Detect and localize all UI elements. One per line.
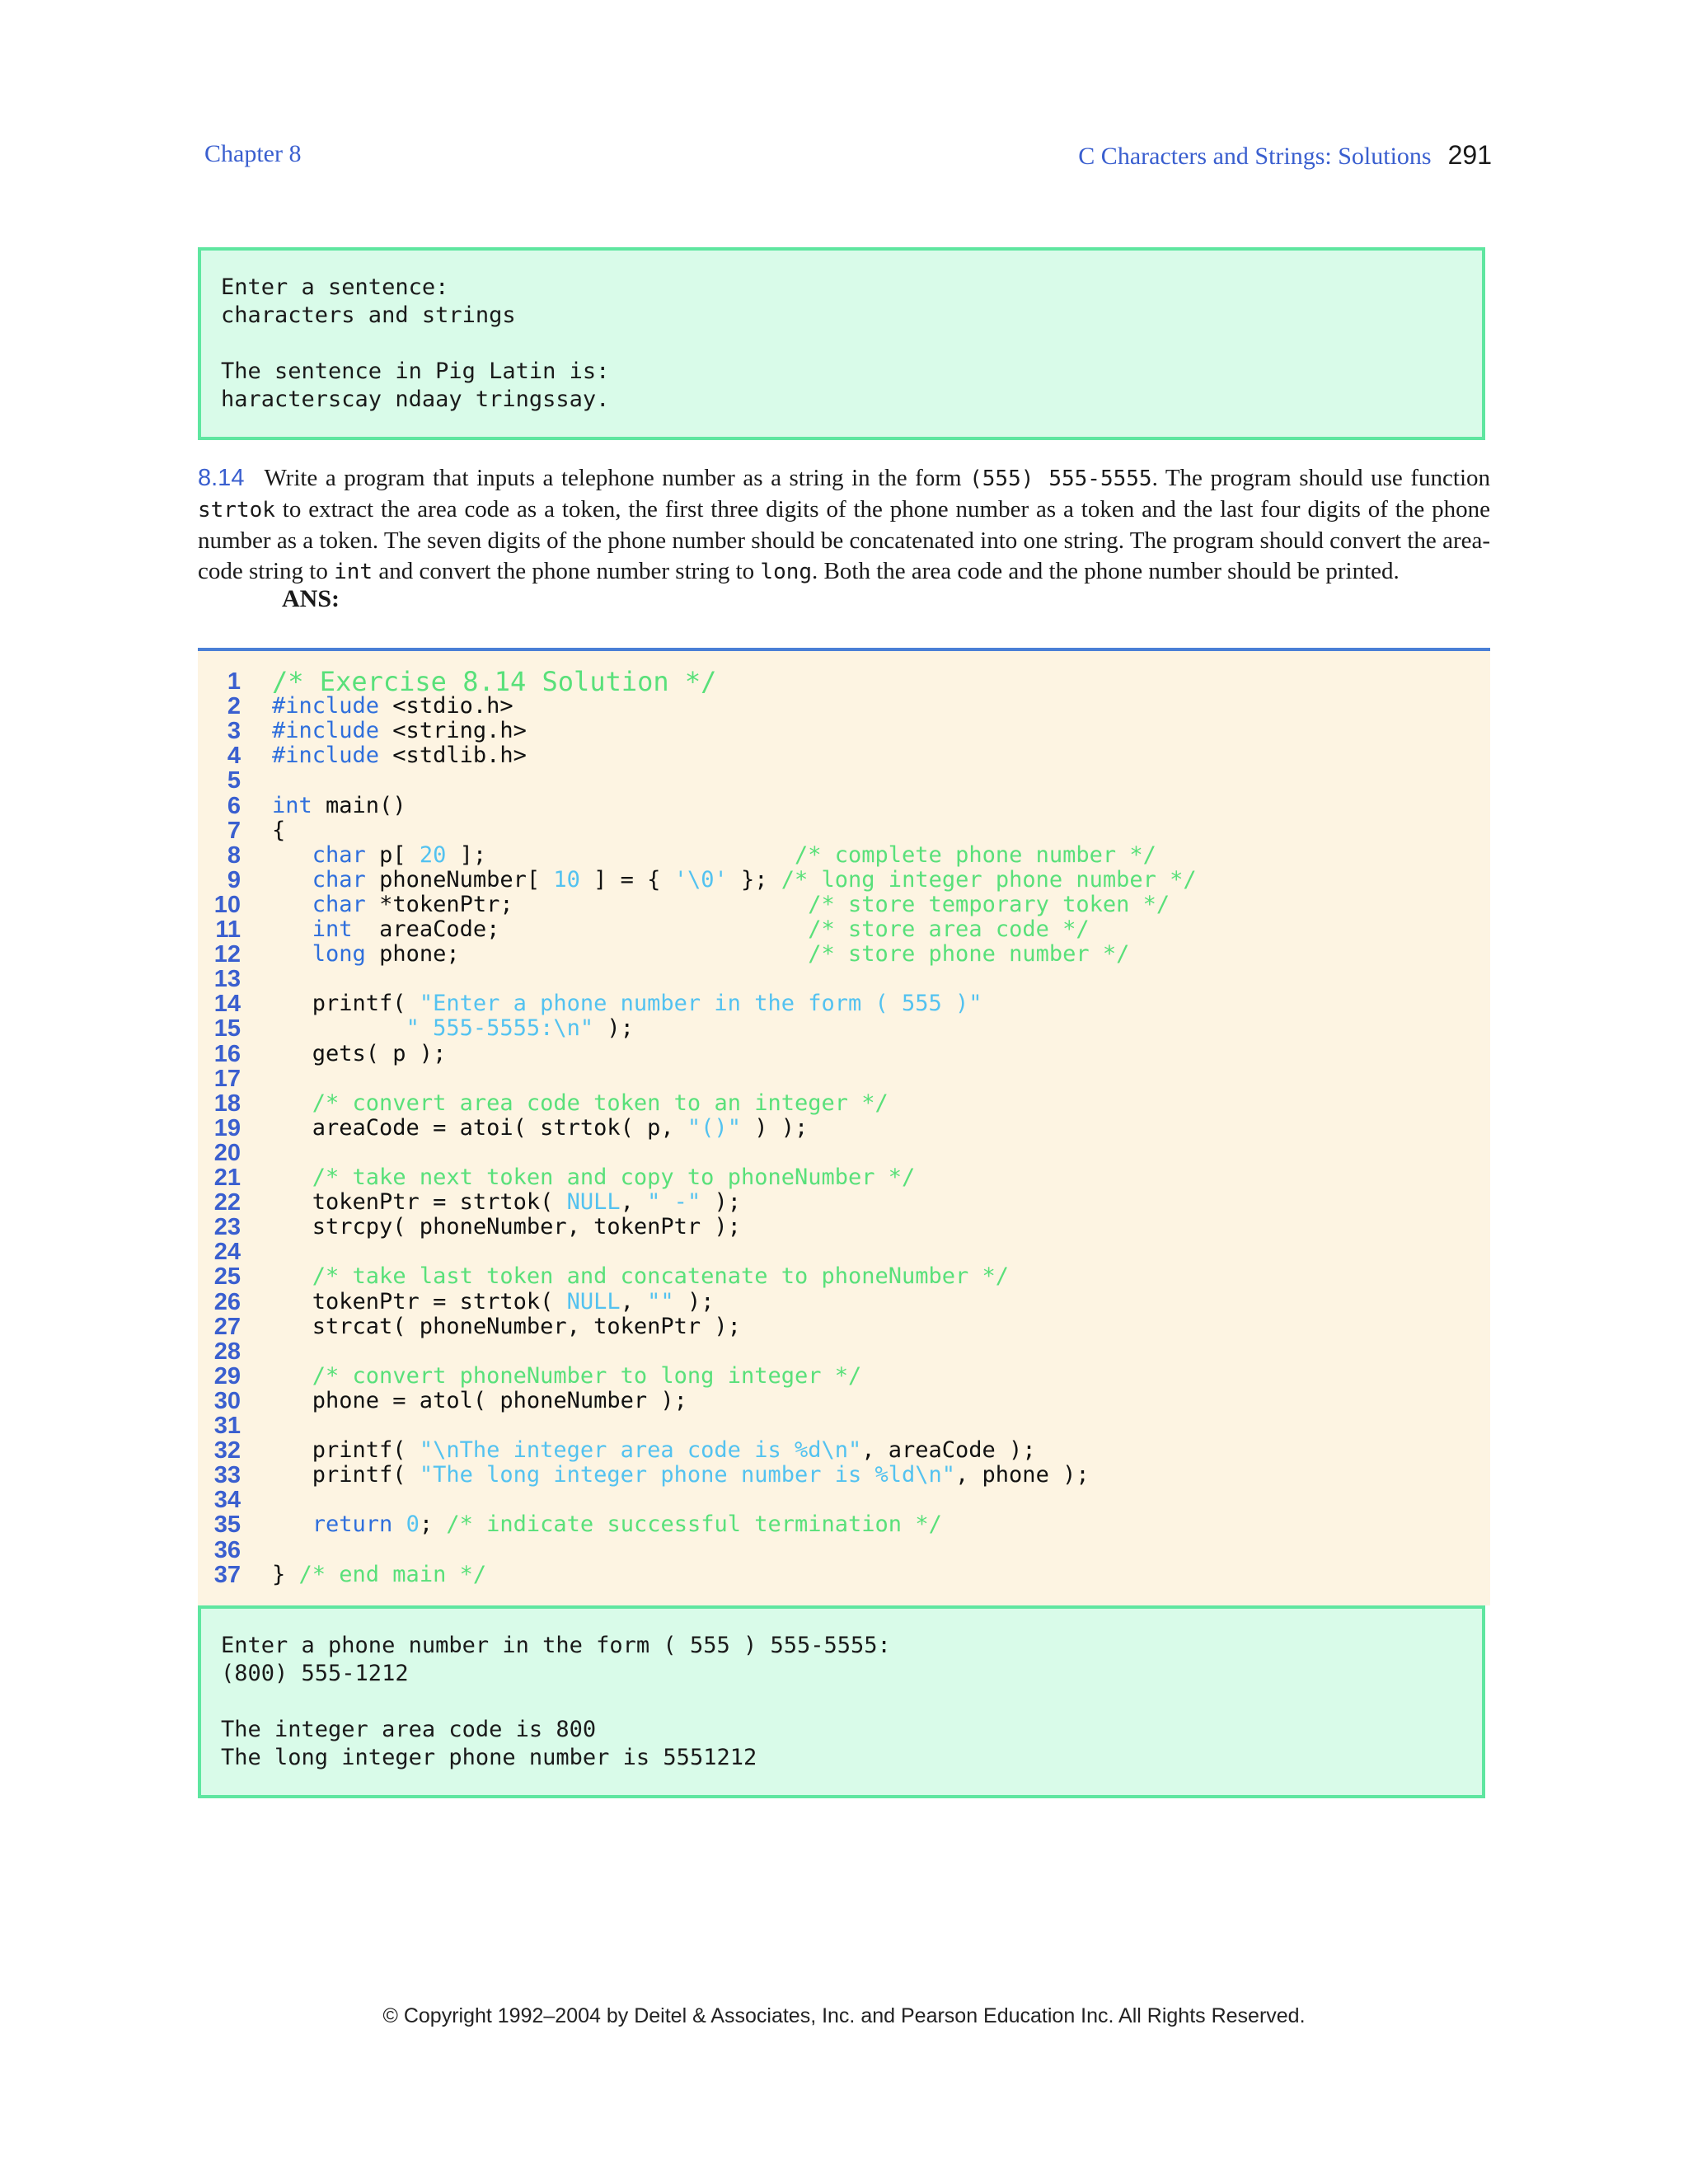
code-text [272,1389,687,1413]
line-number: 15 [213,1015,241,1043]
code-token: ]; [446,841,795,868]
text-run: . The program should use function [1151,465,1490,491]
line-number: 19 [213,1114,241,1141]
exercise-text [198,465,1490,584]
line-number: 5 [227,767,241,794]
code-line [198,1563,1490,1587]
code-token: *tokenPtr; [365,891,809,917]
code-line [198,868,1490,893]
code-token [272,1165,312,1190]
code-line [198,893,1490,917]
code-text [272,1042,446,1066]
code-line [198,1066,1490,1091]
code-token [272,1363,312,1389]
page-number: 291 [1447,140,1492,170]
code-token [272,1511,312,1537]
line-number: 13 [213,966,241,993]
code-token [272,1263,312,1289]
text-run: . Both the area code and the phone number should be printed. [812,558,1400,584]
code-text [272,991,982,1016]
section-title: C Characters and Strings: Solutions [1078,143,1432,170]
code-line [198,1315,1490,1339]
code-literal: " 555-5555:\n" [406,1015,594,1042]
code-line [198,1290,1490,1315]
code-literal: '\0' [673,866,728,893]
code-token: <stdlib.h> [379,743,527,769]
line-number: 11 [215,916,241,943]
line-number: 21 [213,1165,241,1191]
code-token: ) ); [740,1114,809,1141]
copyright-footer: © Copyright 1992–2004 by Deitel & Associates, Inc. and Pearson Education Inc. All Rights Reserved. [382,2004,1306,2027]
code-token: areaCode = atoi( strtok( p, [272,1114,687,1141]
code-line [198,843,1490,868]
line-number: 27 [213,1313,241,1340]
code-text [272,1264,1009,1289]
line-number: 14 [213,991,241,1018]
code-token [272,916,312,942]
line-number: 35 [213,1511,241,1539]
line-number: 10 [213,891,241,918]
code-token [272,867,312,893]
output-line: The sentence in Pig Latin is: [221,359,610,384]
inline-code: strtok [198,498,275,523]
code-keyword: char [312,891,366,917]
code-literal: "()" [687,1114,741,1141]
code-comment: /* take next token and copy to phoneNumber */ [312,1165,916,1190]
code-token: main() [312,792,406,818]
code-text [272,1215,741,1240]
code-line [198,917,1490,942]
code-token: printf( [272,1437,420,1464]
code-token: , [620,1189,648,1216]
code-line [198,1240,1490,1264]
code-text [272,818,285,843]
output-line: Enter a sentence: [221,274,449,300]
code-line [198,1413,1490,1438]
code-line [198,1463,1490,1488]
code-line [198,1042,1490,1066]
code-token [272,1015,406,1041]
sample-output-phone [198,1605,1485,1798]
code-token: ); [593,1015,634,1042]
sample-output-pig-latin [198,247,1485,440]
code-literal: "\nThe integer area code is %d\n" [419,1437,862,1464]
code-line [198,1116,1490,1141]
code-line [198,768,1490,793]
code-token: p[ [365,841,420,868]
text-run: to extract the area code as a token, the first three digits of the phone number as a token and the last four digits of the phone number as a token. The seven digits of the phone number should be concatenated into one string. The program should convert the area-code string to [198,496,1490,584]
line-number: 6 [227,792,241,819]
code-token: gets( p ); [272,1040,447,1066]
code-literal: "The long integer phone number is %ld\n" [419,1462,956,1488]
code-token: tokenPtr = strtok( [272,1189,567,1216]
line-number: 18 [213,1090,241,1117]
code-token: phone = atol( phoneNumber ); [272,1387,687,1413]
code-keyword: #include [272,743,380,769]
code-text [272,794,406,818]
code-line [198,694,1490,719]
code-comment: /* convert area code token to an integer */ [312,1090,889,1116]
code-text [272,917,1090,942]
line-number: 16 [213,1040,241,1067]
line-number: 3 [227,718,241,745]
code-literal: 10 [553,866,580,893]
code-line [198,942,1490,967]
code-token: } [272,1561,299,1587]
code-token: }; [727,866,781,893]
code-comment: /* store phone number */ [808,941,1130,968]
code-comment: /* long integer phone number */ [781,866,1197,893]
code-line [198,1165,1490,1190]
code-literal: " -" [647,1189,701,1216]
code-line [198,666,1490,697]
code-keyword: int [312,916,353,942]
code-literal: NULL [566,1288,621,1315]
line-number: 37 [213,1561,241,1588]
code-token: strcpy( phoneNumber, tokenPtr ); [272,1214,741,1240]
code-literal: 20 [419,841,447,868]
code-line [198,1190,1490,1215]
chapter-label: Chapter 8 [204,140,302,167]
code-keyword: char [312,866,366,893]
code-literal: 0 [406,1511,420,1538]
code-text [272,1512,942,1537]
code-text [272,1116,808,1141]
code-comment: /* end main */ [298,1561,487,1587]
inline-code: (555) 555-5555 [969,466,1152,491]
code-token: strcat( phoneNumber, tokenPtr ); [272,1313,741,1339]
code-line [198,1339,1490,1364]
code-line [198,818,1490,843]
code-line [198,743,1490,768]
code-text [272,1463,1090,1488]
line-number: 30 [213,1387,241,1414]
code-keyword: #include [272,693,380,719]
code-comment: /* store temporary token */ [808,891,1170,917]
code-token: ); [701,1189,741,1216]
code-line [198,1091,1490,1116]
line-number: 17 [213,1065,241,1092]
code-text [272,1165,915,1190]
line-number: 9 [227,866,241,893]
line-number: 7 [227,817,241,844]
code-text [272,1438,1036,1463]
code-comment: /* indicate successful termination */ [446,1511,942,1538]
text-run: and convert the phone number string to [373,558,761,584]
code-line [198,991,1490,1016]
code-line [198,1264,1490,1289]
code-line [198,1016,1490,1041]
output-line: haracterscay ndaay tringssay. [221,387,610,412]
code-text [272,1190,741,1215]
code-text [272,1315,741,1339]
code-line [198,1512,1490,1537]
line-number: 20 [213,1139,241,1166]
code-text [272,719,527,743]
line-number: 8 [227,841,241,869]
code-token [272,941,312,967]
output-line: characters and strings [221,302,516,328]
code-text [272,1290,714,1315]
code-line [198,1488,1490,1512]
exercise-statement [198,463,1490,588]
text-run: Write a program that inputs a telephone number as a string in the form [264,465,970,491]
line-number: 22 [213,1189,241,1216]
code-token: , [620,1288,648,1315]
line-number: 32 [213,1437,241,1465]
code-token: { [272,817,286,843]
code-line [198,1215,1490,1240]
running-header [1078,140,1492,171]
code-line [198,794,1490,818]
code-token [272,842,312,868]
code-literal: "Enter a phone number in the form ( 555 )" [419,991,982,1017]
code-literal: NULL [566,1189,621,1216]
code-token: ; [419,1511,447,1538]
line-number: 28 [213,1338,241,1365]
code-line [198,1389,1490,1413]
line-number: 31 [213,1413,241,1439]
code-literal: "" [647,1288,674,1315]
line-number: 26 [213,1288,241,1315]
code-text [272,868,1197,893]
line-number: 4 [227,743,241,770]
code-token: ); [673,1288,715,1315]
line-number: 12 [213,941,241,968]
output-line [221,330,1462,358]
code-token: printf( [272,1462,420,1488]
code-token: areaCode; [352,916,809,942]
code-text [272,1091,889,1116]
code-token: ] = { [579,866,674,893]
code-text [272,743,527,768]
output-line: Enter a phone number in the form ( 555 ) 555-5555: [221,1633,891,1658]
code-keyword: #include [272,718,380,744]
code-token: printf( [272,991,420,1017]
code-text [272,1563,486,1587]
code-comment: /* store area code */ [808,916,1090,942]
code-token [392,1511,406,1537]
line-number: 33 [213,1462,241,1489]
line-number: 1 [227,668,241,695]
line-number: 36 [213,1536,241,1563]
code-text [272,843,1156,868]
line-number: 29 [213,1362,241,1390]
code-line [198,1364,1490,1389]
line-number: 23 [213,1214,241,1241]
code-text [272,666,717,697]
code-token: , phone ); [955,1462,1090,1488]
line-number: 2 [227,693,241,720]
output-line: The integer area code is 800 [221,1717,597,1742]
code-comment: /* Exercise 8.14 Solution */ [272,666,717,697]
code-text [272,893,1170,917]
code-line [198,1438,1490,1463]
code-text [272,942,1129,967]
code-token: tokenPtr = strtok( [272,1288,567,1315]
code-text [272,1364,861,1389]
code-token: <stdio.h> [379,693,513,719]
answer-label: ANS: [282,585,340,612]
code-token: phoneNumber[ [365,866,554,893]
code-line [198,967,1490,991]
code-keyword: long [312,941,366,968]
output-line: (800) 555-1212 [221,1661,409,1686]
code-token: <string.h> [379,718,527,744]
code-token: phone; [365,941,809,968]
inline-code: long [760,560,813,584]
code-comment: /* convert phoneNumber to long integer */ [312,1362,862,1389]
code-keyword: return [312,1511,393,1538]
code-token: , areaCode ); [861,1437,1036,1464]
output-line [221,1688,1462,1716]
code-line [198,719,1490,743]
inline-code: int [334,560,373,584]
code-line [198,1141,1490,1165]
output-line: The long integer phone number is 5551212 [221,1745,757,1770]
line-number: 24 [213,1239,241,1266]
code-keyword: int [272,792,312,818]
line-number: 34 [213,1487,241,1514]
code-text [272,1016,634,1041]
exercise-number: 8.14 [198,465,245,491]
line-number: 25 [213,1263,241,1291]
code-comment: /* take last token and concatenate to phoneNumber */ [312,1263,1010,1290]
code-text [272,694,513,719]
code-comment: /* complete phone number */ [795,841,1156,868]
code-keyword: char [312,841,366,868]
code-token [272,892,312,917]
code-listing [198,648,1490,1605]
code-token [272,1090,312,1116]
code-line [198,1538,1490,1563]
